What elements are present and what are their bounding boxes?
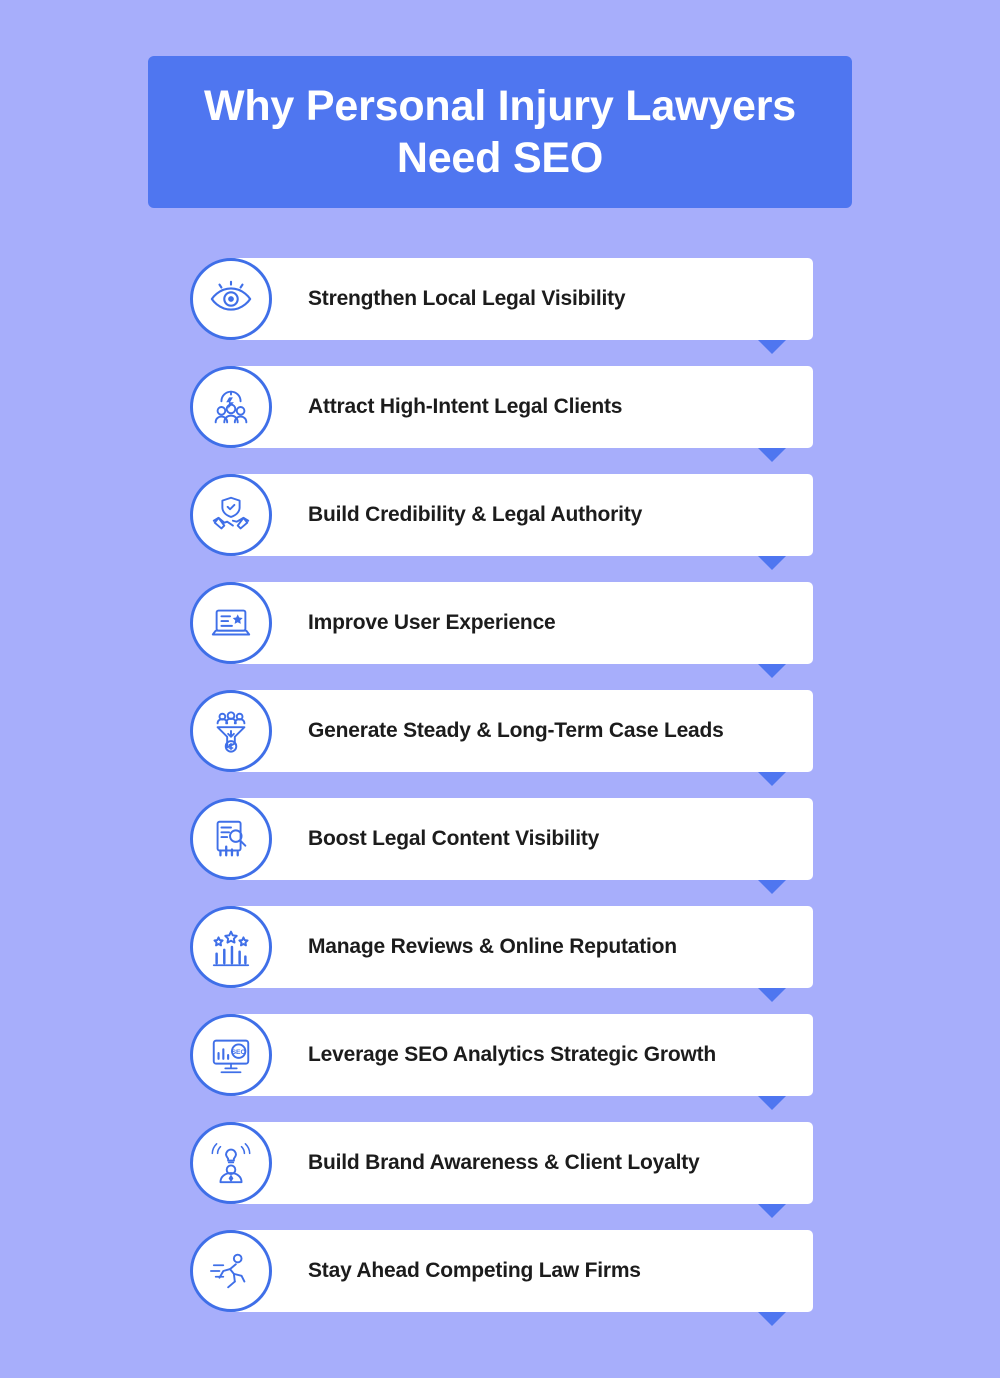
list-item-label: Attract High-Intent Legal Clients bbox=[308, 395, 623, 418]
list-item-number: 5 bbox=[763, 714, 781, 747]
page-title-line-1: Why Personal Injury Lawyers bbox=[203, 81, 797, 130]
list-item-label: Leverage SEO Analytics Strategic Growth bbox=[308, 1043, 717, 1066]
lead-funnel-icon bbox=[190, 690, 272, 772]
stars-chart-icon bbox=[190, 906, 272, 988]
list-item-number: 2 bbox=[763, 390, 781, 423]
page-title-banner bbox=[148, 56, 852, 208]
row-icon-slot bbox=[186, 690, 276, 772]
list-item[interactable] bbox=[0, 1014, 1000, 1096]
list-item-number: 3 bbox=[763, 498, 781, 531]
list-item-number: 6 bbox=[763, 822, 781, 855]
list-item-number: 1 bbox=[763, 282, 781, 315]
list-item[interactable] bbox=[0, 798, 1000, 880]
list-item[interactable] bbox=[0, 1122, 1000, 1204]
list-item-label: Build Credibility & Legal Authority bbox=[308, 503, 643, 526]
list-item-label: Strengthen Local Legal Visibility bbox=[308, 287, 626, 310]
list-item[interactable] bbox=[0, 258, 1000, 340]
list-item[interactable] bbox=[0, 1230, 1000, 1312]
list-item-number: 4 bbox=[763, 606, 781, 639]
row-icon-slot bbox=[186, 366, 276, 448]
page-title bbox=[204, 80, 796, 185]
list-item[interactable] bbox=[0, 474, 1000, 556]
eye-icon bbox=[190, 258, 272, 340]
handshake-shield-icon bbox=[190, 474, 272, 556]
list-item[interactable] bbox=[0, 366, 1000, 448]
row-icon-slot bbox=[186, 582, 276, 664]
document-search-icon bbox=[190, 798, 272, 880]
brand-broadcast-icon bbox=[190, 1122, 272, 1204]
seo-monitor-icon bbox=[190, 1014, 272, 1096]
steps-list bbox=[0, 258, 1000, 1338]
list-item[interactable] bbox=[0, 690, 1000, 772]
list-item-label: Stay Ahead Competing Law Firms bbox=[308, 1259, 641, 1282]
list-item-number: 8 bbox=[763, 1038, 781, 1071]
row-icon-slot bbox=[186, 474, 276, 556]
list-item-label: Generate Steady & Long-Term Case Leads bbox=[308, 719, 724, 742]
list-item-label: Improve User Experience bbox=[308, 611, 556, 634]
target-audience-icon bbox=[190, 366, 272, 448]
list-item-number: 10 bbox=[756, 1255, 788, 1286]
row-icon-slot bbox=[186, 1230, 276, 1312]
page-title-line-2: Need SEO bbox=[396, 134, 604, 182]
list-item[interactable] bbox=[0, 906, 1000, 988]
runner-icon bbox=[190, 1230, 272, 1312]
list-item-number: 7 bbox=[763, 930, 781, 963]
list-item-label: Manage Reviews & Online Reputation bbox=[308, 935, 677, 958]
svg-text:SEO: SEO bbox=[231, 1049, 246, 1057]
row-icon-slot bbox=[186, 258, 276, 340]
list-item-number: 9 bbox=[763, 1146, 781, 1179]
list-item[interactable] bbox=[0, 582, 1000, 664]
list-item-label: Build Brand Awareness & Client Loyalty bbox=[308, 1151, 700, 1174]
row-icon-slot bbox=[186, 906, 276, 988]
row-icon-slot bbox=[186, 798, 276, 880]
laptop-review-icon bbox=[190, 582, 272, 664]
row-icon-slot bbox=[186, 1122, 276, 1204]
row-icon-slot bbox=[186, 1014, 276, 1096]
list-item-label: Boost Legal Content Visibility bbox=[308, 827, 600, 850]
